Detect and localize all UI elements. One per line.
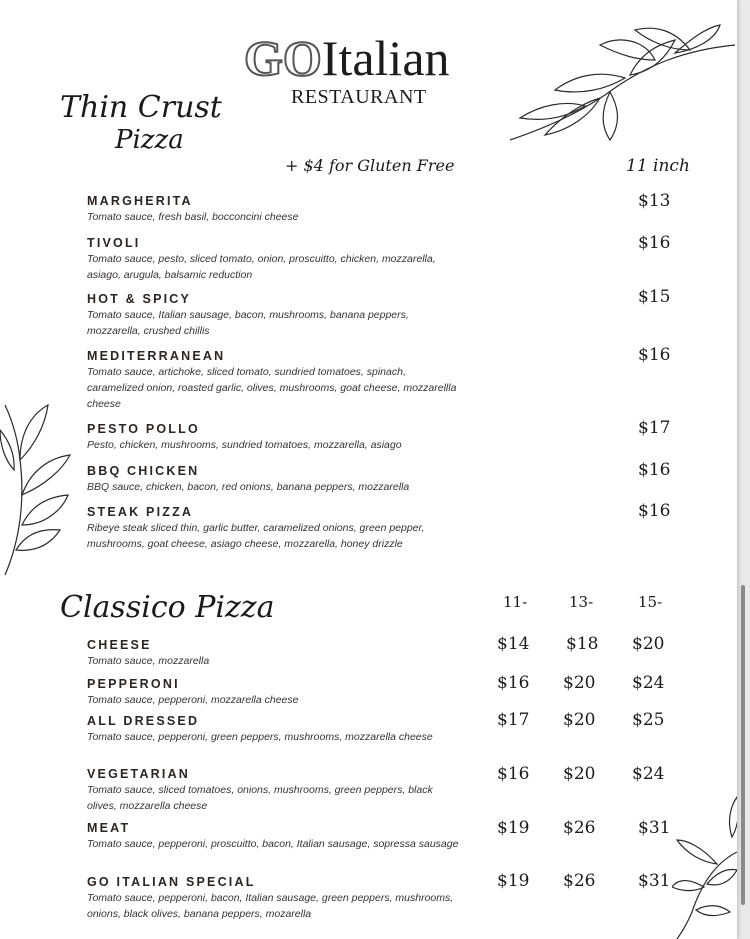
size-header-11: 11- [503,593,528,611]
item-price-13: $20 [563,673,596,693]
item-description: Pesto, chicken, mushrooms, sundried tomatoes, mozzarella, asiago [87,439,402,451]
menu-item [87,504,462,552]
item-name: CHEESE [87,638,152,652]
item-price-15: $31 [638,871,671,891]
item-price: $13 [638,191,671,211]
menu-item [87,463,462,495]
scrollbar-thumb[interactable] [741,585,745,905]
menu-item [87,348,462,412]
item-price-11: $16 [497,673,530,693]
item-price-13: $26 [563,871,596,891]
brand-go: GO [244,30,322,86]
menu-item [87,637,462,669]
brand-name: Italian [321,30,450,86]
item-price-15: $31 [638,818,671,838]
item-price-13: $20 [563,764,596,784]
item-description: Tomato sauce, mozzarella [87,655,210,667]
menu-item [87,713,462,745]
item-price: $17 [638,418,671,438]
item-price: $16 [638,501,671,521]
item-price-11: $19 [497,818,530,838]
menu-item [87,766,462,814]
item-name: PEPPERONI [87,677,180,691]
brand-subtitle: RESTAURANT [291,86,427,108]
item-description: Tomato sauce, pepperoni, mozzarella cheese [87,694,299,706]
size-header-13: 13- [569,593,594,611]
item-description: Tomato sauce, sliced tomatoes, onions, mushrooms, green peppers, black olives, mozzarella cheese [87,784,433,812]
item-description: Tomato sauce, fresh basil, bocconcini cheese [87,211,299,223]
item-description: Tomato sauce, Italian sausage, bacon, mushrooms, banana peppers, mozzarella, crushed chillis [87,309,409,337]
thin-crust-title [60,92,230,156]
menu-item [87,235,462,283]
item-price: $16 [638,345,671,365]
item-name: STEAK PIZZA [87,505,194,519]
item-price-15: $20 [632,634,665,654]
gluten-free-note: + $4 for Gluten Free [285,156,455,175]
size-label-11-inch: 11 inch [626,156,690,176]
menu-item [87,676,462,708]
thin-crust-title-line2: Pizza [115,125,184,155]
item-price: $16 [638,460,671,480]
item-name: GO ITALIAN SPECIAL [87,875,256,889]
menu-item [87,421,462,453]
item-price-15: $24 [632,764,665,784]
menu-item [87,820,462,852]
brand-logo [244,30,450,86]
item-price-13: $18 [566,634,599,654]
item-name: MARGHERITA [87,194,193,208]
item-name: PESTO POLLO [87,422,200,436]
item-name: BBQ CHICKEN [87,464,200,478]
menu-item [87,874,462,922]
item-price-11: $17 [497,710,530,730]
thin-crust-title-line1: Thin Crust [60,90,222,125]
classico-title: Classico Pizza [60,590,275,625]
item-name: VEGETARIAN [87,767,191,781]
menu-item [87,291,462,339]
item-price: $15 [638,287,671,307]
item-description: Tomato sauce, pepperoni, bacon, Italian sausage, green peppers, mushrooms, onions, black olives, banana peppers, mozarella [87,892,454,920]
item-description: Tomato sauce, pesto, sliced tomato, onion, proscuitto, chicken, mozzarella, asiago, arugula, balsamic reduction [87,253,436,281]
item-price-11: $16 [497,764,530,784]
item-name: HOT & SPICY [87,292,192,306]
item-name: MEAT [87,821,131,835]
item-name: MEDITERRANEAN [87,349,226,363]
item-price-13: $20 [563,710,596,730]
item-description: Tomato sauce, pepperoni, green peppers, mushrooms, mozzarella cheese [87,731,433,743]
leaf-branch-bottom-right-icon [672,792,737,939]
item-price: $16 [638,233,671,253]
item-description: Ribeye steak sliced thin, garlic butter, caramelized onions, green pepper, mushrooms, goat cheese, asiago cheese, mozzarella, honey drizzle [87,522,425,550]
item-price-13: $26 [563,818,596,838]
item-description: Tomato sauce, artichoke, sliced tomato, sundried tomatoes, spinach, caramelized onion, roasted garlic, olives, mushrooms, goat cheese, mozzarellla cheese [87,366,457,410]
size-header-15: 15- [638,593,663,611]
item-price-15: $25 [632,710,665,730]
item-price-11: $19 [497,871,530,891]
item-price-11: $14 [497,634,530,654]
item-name: TIVOLI [87,236,141,250]
item-price-15: $24 [632,673,665,693]
leaf-branch-top-right-icon [505,20,737,145]
leaf-branch-left-icon [0,400,80,580]
menu-item [87,193,462,225]
item-description: Tomato sauce, pepperoni, proscuitto, bacon, Italian sausage, sopressa sausage [87,838,459,850]
item-description: BBQ sauce, chicken, bacon, red onions, banana peppers, mozzarella [87,481,410,493]
item-name: ALL DRESSED [87,714,200,728]
